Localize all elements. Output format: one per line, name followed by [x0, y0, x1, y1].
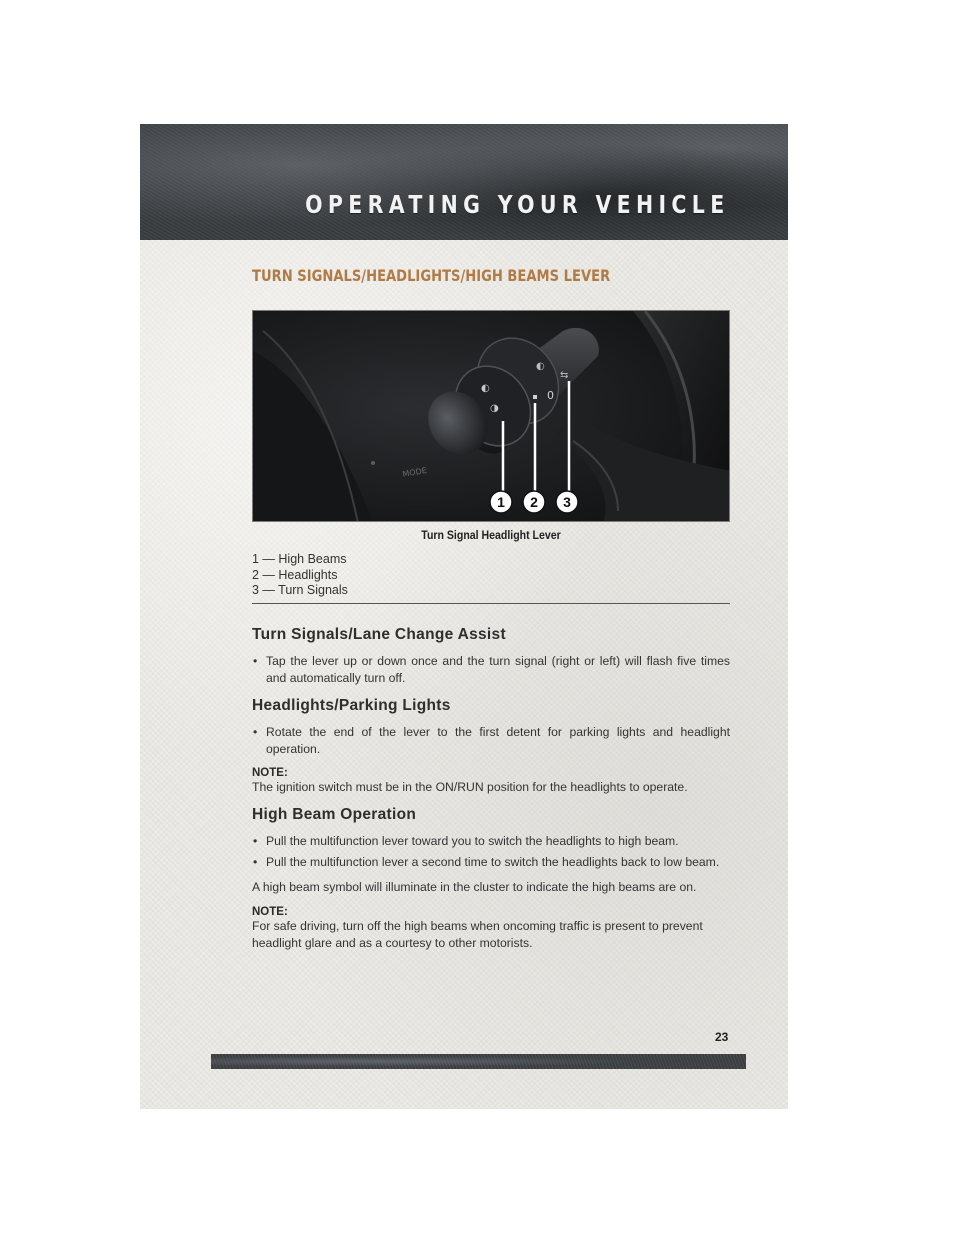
note-label: NOTE: [252, 906, 288, 918]
footer-band [211, 1054, 746, 1069]
svg-text:3: 3 [563, 494, 571, 510]
callout-2 [523, 491, 545, 513]
mode-button-label: MODE [401, 465, 428, 479]
heading-high-beam: High Beam Operation [252, 806, 417, 823]
bullet-icon: • [253, 725, 258, 739]
legend-item: 2 — Headlights [252, 567, 338, 582]
header-band [140, 124, 788, 240]
bullet-icon: • [253, 834, 258, 848]
heading-headlights: Headlights/Parking Lights [252, 697, 451, 714]
callout-3 [556, 491, 578, 513]
svg-text:◐: ◐ [536, 361, 545, 372]
callout-1 [490, 491, 512, 513]
svg-text:1: 1 [497, 494, 505, 510]
svg-text:◐: ◐ [481, 383, 490, 394]
bullet-icon: • [253, 855, 258, 869]
svg-text:2: 2 [530, 494, 538, 510]
svg-text:◑: ◑ [490, 403, 499, 414]
figure-legend [252, 552, 730, 599]
note-text: For safe driving, turn off the high beams when oncoming traffic is present to prevent headlight glare and as a courtesy to other motorists. [252, 919, 703, 950]
figure-caption: Turn Signal Headlight Lever [421, 528, 561, 542]
list-item: • Tap the lever up or down once and the turn signal (right or left) will flash five times and automatically turn off. [253, 654, 730, 685]
list-item: • Pull the multifunction lever toward you to switch the headlights to high beam. [253, 834, 679, 848]
bullet-icon: • [253, 654, 258, 668]
lever-photo [252, 310, 730, 522]
body-content [252, 626, 730, 952]
svg-text:0: 0 [547, 389, 554, 402]
divider [252, 603, 730, 604]
section-title: TURN SIGNALS/HEADLIGHTS/HIGH BEAMS LEVER [252, 266, 611, 285]
svg-text:⇆: ⇆ [560, 370, 569, 381]
note-text: The ignition switch must be in the ON/RUN position for the headlights to operate. [252, 780, 688, 794]
page-number: 23 [715, 1030, 729, 1044]
chapter-title: OPERATING YOUR VEHICLE [305, 190, 730, 219]
manual-page [140, 124, 788, 1109]
legend-item: 3 — Turn Signals [252, 583, 348, 597]
heading-turn-signals: Turn Signals/Lane Change Assist [252, 626, 506, 643]
paragraph: A high beam symbol will illuminate in the cluster to indicate the high beams are on. [252, 880, 697, 894]
list-item: • Rotate the end of the lever to the first detent for parking lights and headlight operation. [253, 725, 730, 756]
legend-item: 1 — High Beams [252, 552, 347, 566]
note-label: NOTE: [252, 767, 288, 779]
list-item: • Pull the multifunction lever a second time to switch the headlights back to low beam. [253, 855, 720, 869]
